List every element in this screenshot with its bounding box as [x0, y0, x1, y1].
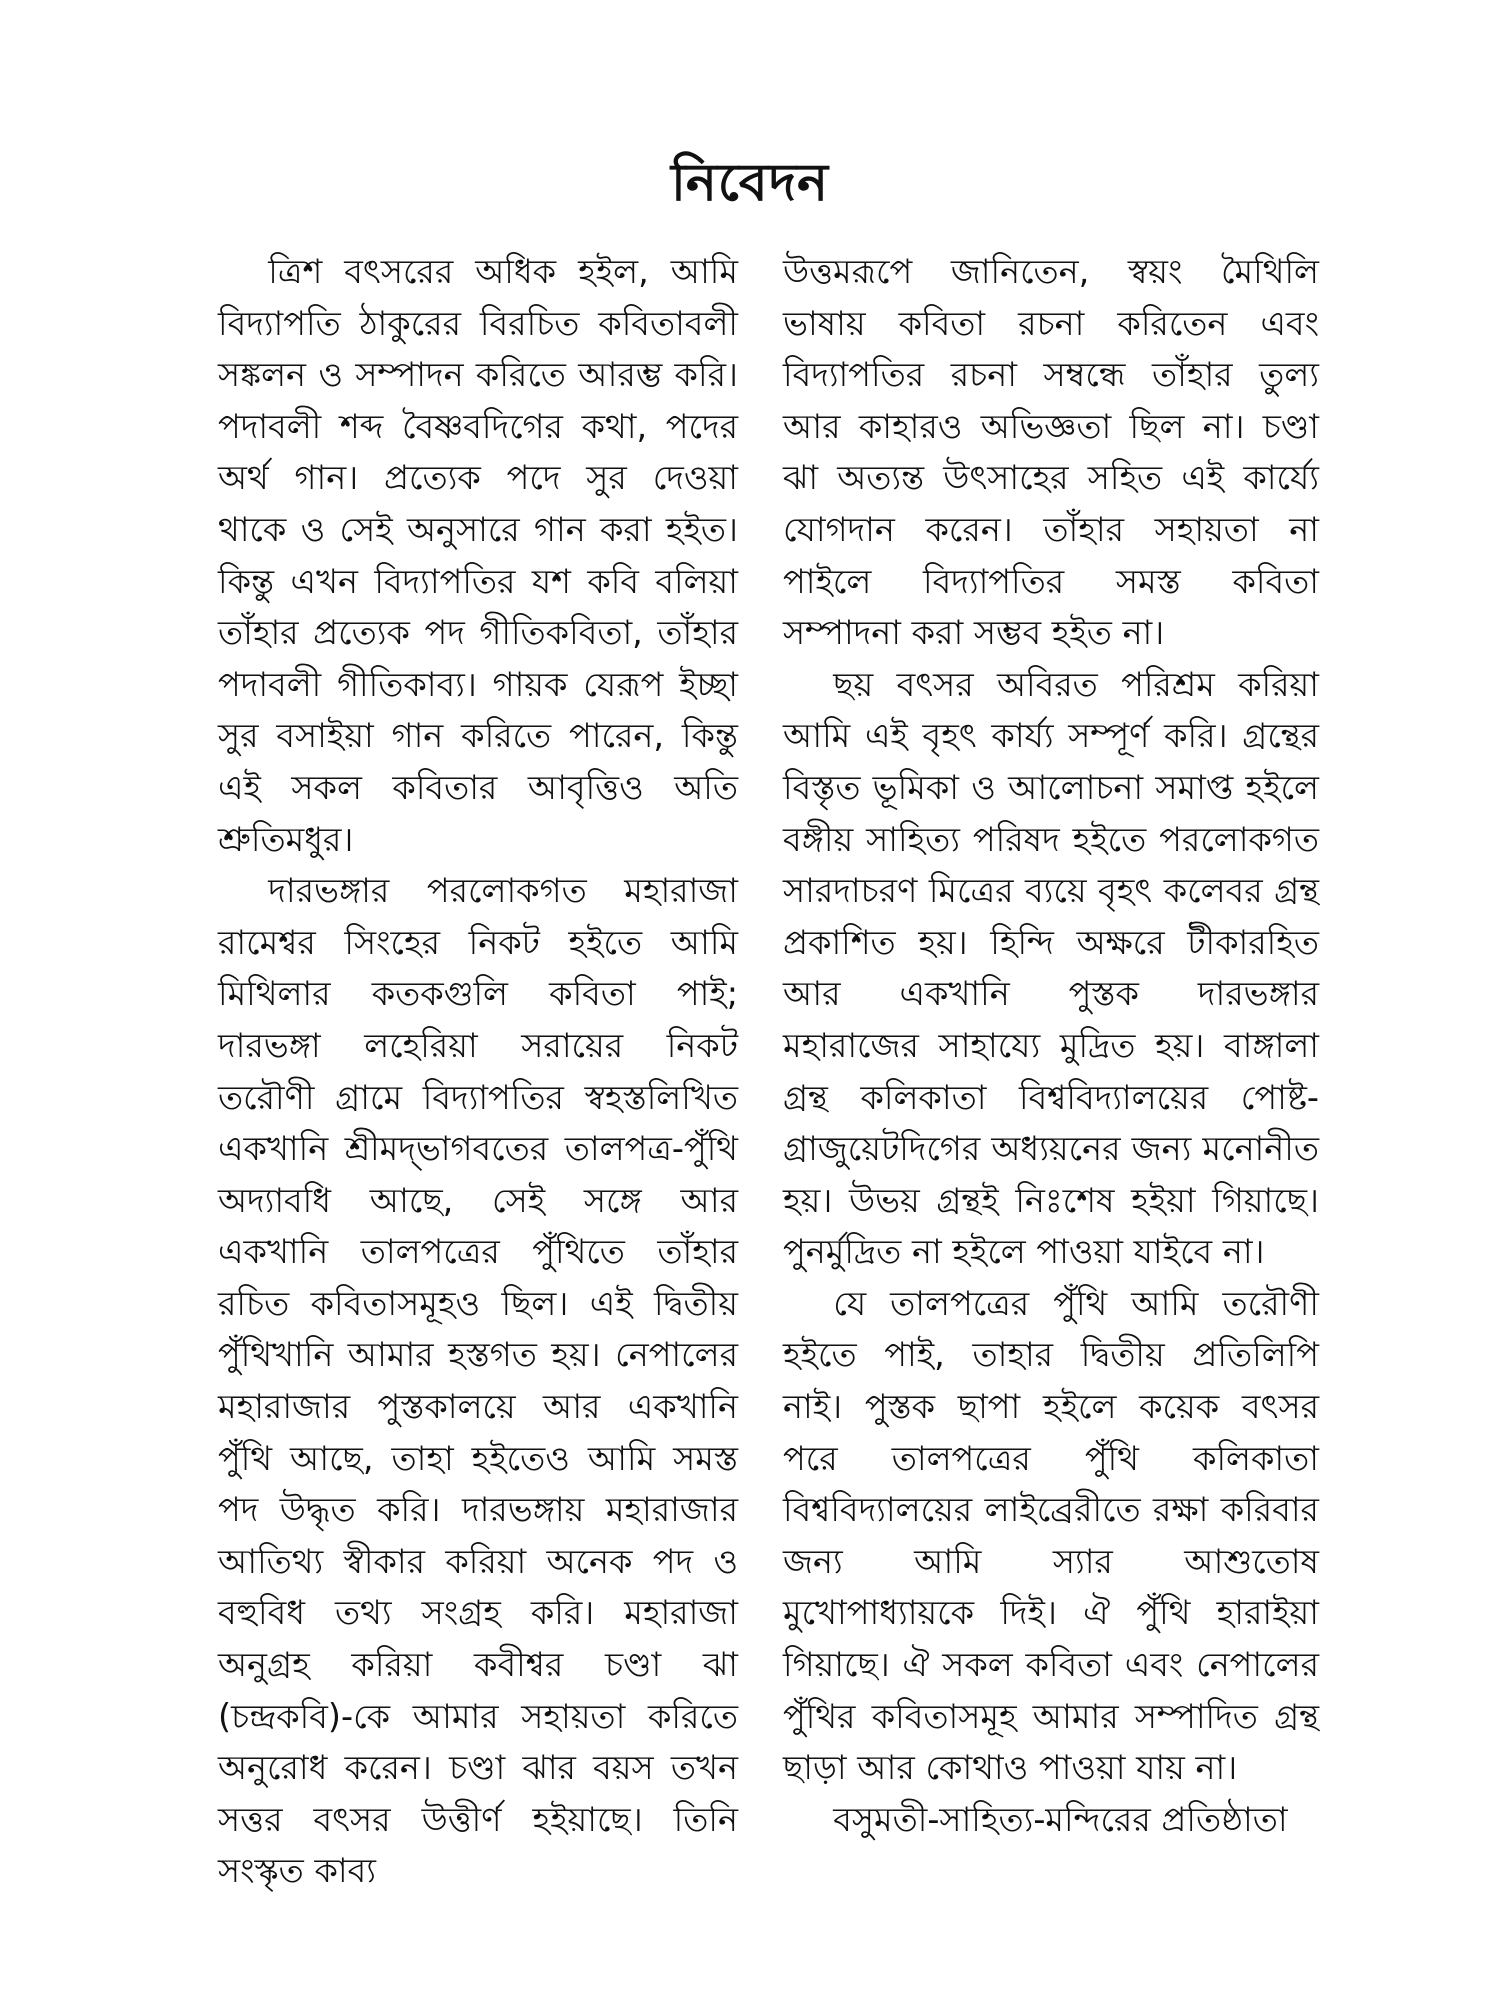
- signature-line: বসুমতী-সাহিত্য-মন্দিরের প্রতিষ্ঠাতা: [833, 1799, 1288, 1839]
- paragraph: ছয় বৎসর অবিরত পরিশ্রম করিয়া আমি এই বৃহৎ কার্য্য সম্পূর্ণ করি। গ্রন্থের বিস্তৃত ভূমিকা ও আলোচনা সমাপ্ত হইলে বঙ্গীয় সাহিত্য পরিষদ হইতে পরলোকগত সারদাচরণ মিত্রের ব্যয়ে বৃহৎ কলেবর গ্রন্থ প্রকাশিত হয়। হিন্দি অক্ষরে টীকারহিত আর একখানি পুস্তক দারভঙ্গার মহারাজের সাহায্যে মুদ্রিত হয়। বাঙ্গালা গ্রন্থ কলিকাতা বিশ্ববিদ্যালয়ের পোষ্ট-গ্রাজুয়েটদিগের অধ্যয়নের জন্য মনোনীত হয়। উভয় গ্রন্থই নিঃশেষ হইয়া গিয়াছে। পুনর্মুদ্রিত না হইলে পাওয়া যাইবে না।: [783, 664, 1319, 1272]
- paragraph: ত্রিশ বৎসরের অধিক হইল, আমি বিদ্যাপতি ঠাকুরের বিরচিত কবিতাবলী সঙ্কলন ও সম্পাদন করিতে আরম্ভ করি। পদাবলী শব্দ বৈষ্ণবদিগের কথা, পদের অর্থ গান। প্রত্যেক পদে সুর দেওয়া থাকে ও সেই অনুসারে গান করা হইত। কিন্তু এখন বিদ্যাপতির যশ কবি বলিয়া তাঁহার প্রত্যেক পদ গীতিকবিতা, তাঁহার পদাবলী গীতিকাব্য। গায়ক যেরূপ ইচ্ছা সুর বসাইয়া গান করিতে পারেন, কিন্তু এই সকল কবিতার আবৃত্তিও অতি শ্রুতিমধুর।: [218, 252, 738, 859]
- paragraph: যে তালপত্রের পুঁথি আমি তরৌণী হইতে পাই, তাহার দ্বিতীয় প্রতিলিপি নাই। পুস্তক ছাপা হইলে কয়েক বৎসর পরে তালপত্রের পুঁথি কলিকাতা বিশ্ববিদ্যালয়ের লাইব্রেরীতে রক্ষা করিবার জন্য আমি স্যার আশুতোষ মুখোপাধ্যায়কে দিই। ঐ পুঁথি হারাইয়া গিয়াছে। ঐ সকল কবিতা এবং নেপালের পুঁথির কবিতাসমূহ আমার সম্পাদিত গ্রন্থ ছাড়া আর কোথাও পাওয়া যায় না।: [783, 1283, 1319, 1788]
- left-column: [218, 246, 738, 1897]
- page-title: নিবেদন: [670, 152, 830, 213]
- paragraph-continuation: উত্তমরূপে জানিতেন, স্বয়ং মৈথিলি ভাষায় কবিতা রচনা করিতেন এবং বিদ্যাপতির রচনা সম্বন্ধে তাঁহার তুল্য আর কাহারও অভিজ্ঞতা ছিল না। চণ্ডা ঝা অত্যন্ত উৎসাহের সহিত এই কার্য্যে যোগদান করেন। তাঁহার সহায়তা না পাইলে বিদ্যাপতির সমস্ত কবিতা সম্পাদনা করা সম্ভব হইত না।: [783, 252, 1319, 653]
- right-column: [783, 246, 1319, 1845]
- paragraph: দারভঙ্গার পরলোকগত মহারাজা রামেশ্বর সিংহের নিকট হইতে আমি মিথিলার কতকগুলি কবিতা পাই; দারভঙ্গা লহেরিয়া সরায়ের নিকট তরৌণী গ্রামে বিদ্যাপতির স্বহস্তলিখিত একখানি শ্রীমদ্‌ভাগবতের তালপত্র-পুঁথি অদ্যাবধি আছে, সেই সঙ্গে আর একখানি তালপত্রের পুঁথিতে তাঁহার রচিত কবিতাসমূহও ছিল। এই দ্বিতীয় পুঁথিখানি আমার হস্তগত হয়। নেপালের মহারাজার পুস্তকালয়ে আর একখানি পুঁথি আছে, তাহা হইতেও আমি সমস্ত পদ উদ্ধৃত করি। দারভঙ্গায় মহারাজার আতিথ্য স্বীকার করিয়া অনেক পদ ও বহুবিধ তথ্য সংগ্রহ করি। মহারাজা অনুগ্রহ করিয়া কবীশ্বর চণ্ডা ঝা (চন্দ্রকবি)-কে আমার সহায়তা করিতে অনুরোধ করেন। চণ্ডা ঝার বয়স তখন সত্তর বৎসর উত্তীর্ণ হইয়াছে। তিনি সংস্কৃত কাব্য: [218, 871, 738, 1891]
